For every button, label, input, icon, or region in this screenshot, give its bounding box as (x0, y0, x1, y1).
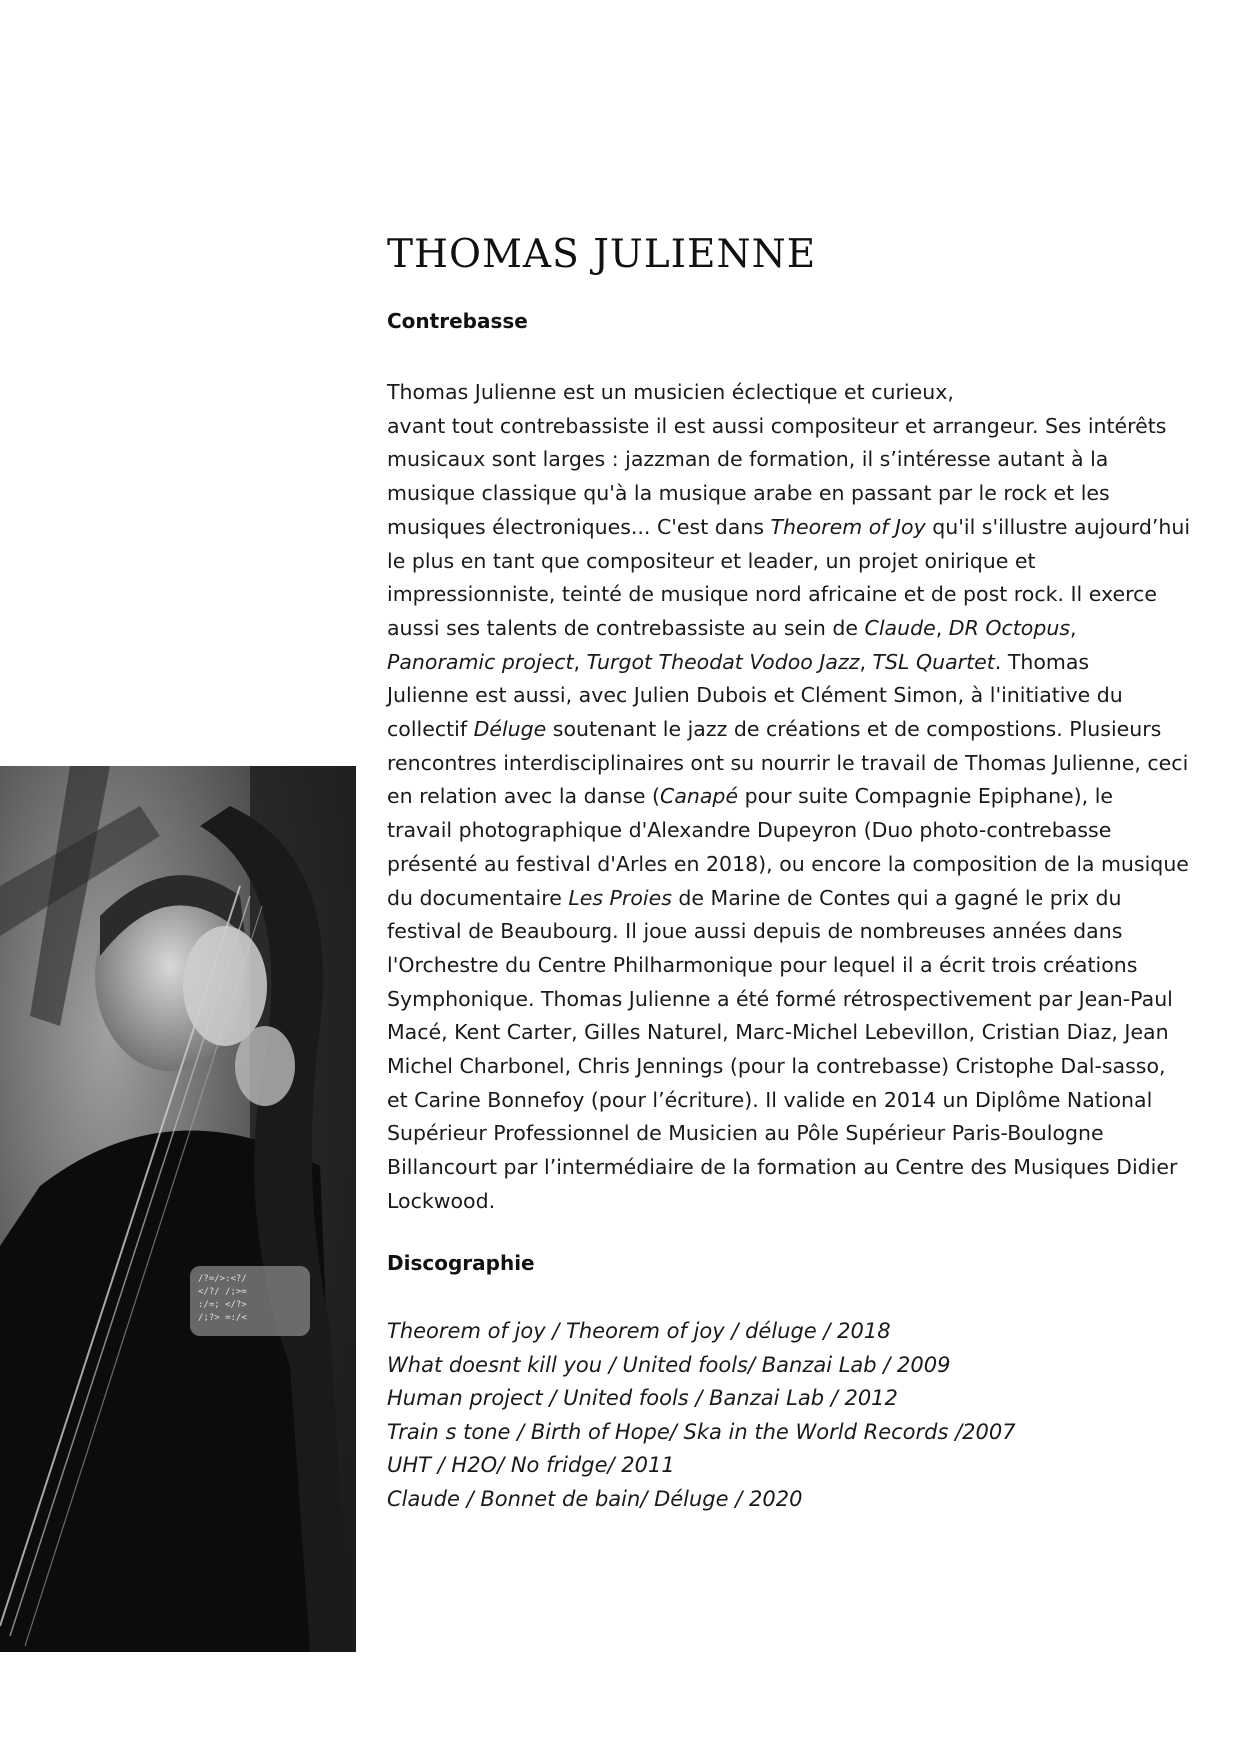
biography-italic-segment: Theorem of Joy (770, 514, 926, 539)
biography-line (387, 747, 1217, 781)
biography-segment: l'Orchestre du Centre Philharmonique pour lequel il a écrit trois créations (387, 952, 1138, 977)
biography-line (387, 545, 1217, 579)
biography-segment: impressionniste, teinté de musique nord africaine et de post rock. Il exerce (387, 582, 1157, 607)
biography-segment: Lockwood. (387, 1188, 496, 1213)
svg-text:</?/ /;>=: </?/ /;>= (198, 1287, 247, 1297)
discography-item: Human project / United fools / Banzai Lab / 2012 (387, 1386, 898, 1411)
svg-text:/?=/>:<?/: /?=/>:<?/ (198, 1274, 247, 1284)
svg-text::/=; </?>: :/=; </?> (198, 1300, 247, 1310)
biography-italic-segment: Canapé (660, 784, 739, 809)
biography-segment: , (1070, 615, 1077, 640)
biography-line (387, 1084, 1217, 1118)
biography-text (387, 376, 1217, 1219)
biography-line (387, 477, 1217, 511)
biography-line (387, 511, 1217, 545)
biography-segment: avant tout contrebassiste il est aussi compositeur et arrangeur. Ses intérêts (387, 413, 1167, 438)
biography-segment: collectif (387, 717, 474, 742)
discography-item: Claude / Bonnet de bain/ Déluge / 2020 (387, 1486, 803, 1511)
biography-segment: présenté au festival d'Arles en 2018), ou encore la composition de la musique (387, 851, 1189, 876)
biography-segment: travail photographique d'Alexandre Dupeyron (Duo photo-contrebasse (387, 818, 1112, 843)
biography-line (387, 410, 1217, 444)
biography-segment: Julienne est aussi, avec Julien Dubois et Clément Simon, à l'initiative du (387, 683, 1123, 708)
biography-segment: , (573, 649, 587, 674)
svg-text:/;?> =:/<: /;?> =:/< (198, 1313, 247, 1323)
biography-italic-segment: Claude (864, 615, 936, 640)
biography-segment: qu'il s'illustre aujourd’hui (925, 514, 1191, 539)
biography-line (387, 1050, 1217, 1084)
biography-italic-segment: Panoramic project (387, 649, 574, 674)
biography-line (387, 443, 1217, 477)
biography-line (387, 848, 1217, 882)
biography-line (387, 949, 1217, 983)
biography-segment: Thomas Julienne est un musicien éclectique et curieux, (387, 380, 954, 404)
biography-line (387, 679, 1217, 713)
discography-item: What doesnt kill you / United fools/ Banzai Lab / 2009 (387, 1352, 951, 1377)
biography-line (387, 612, 1217, 646)
biography-segment: de Marine de Contes qui a gagné le prix du (671, 885, 1122, 910)
biography-segment: festival de Beaubourg. Il joue aussi depuis de nombreuses années dans (387, 919, 1123, 944)
biography-segment: musiques électroniques... C'est dans (387, 514, 771, 539)
biography-line (387, 780, 1217, 814)
biography-line (387, 882, 1217, 916)
biography-segment: Michel Charbonel, Chris Jennings (pour la contrebasse) Cristophe Dal-sasso, (387, 1054, 1166, 1079)
biography-segment: musicaux sont larges : jazzman de formation, il s’intéresse autant à la (387, 447, 1109, 472)
biography-line (387, 1151, 1217, 1185)
biography-segment: musique classique qu'à la musique arabe en passant par le rock et les (387, 481, 1110, 506)
biography-line (387, 1185, 1217, 1219)
portrait-photo-graphic (0, 766, 356, 1652)
biography-line (387, 915, 1217, 949)
biography-italic-segment: Déluge (473, 717, 547, 742)
biography-italic-segment: Les Proies (568, 885, 672, 910)
biography-segment: et Carine Bonnefoy (pour l’écriture). Il valide en 2014 un Diplôme National (387, 1087, 1153, 1112)
biography-segment: le plus en tant que compositeur et leader, un projet onirique et (387, 548, 1036, 573)
biography-line (387, 376, 1217, 410)
portrait-photo (0, 766, 356, 1652)
musician-name: THOMAS JULIENNE (387, 232, 817, 277)
discography-heading: Discographie (387, 1251, 535, 1275)
biography-segment: , (935, 615, 949, 640)
biography-italic-segment: TSL Quartet (872, 649, 995, 674)
biography-segment: , (859, 649, 873, 674)
biography-line (387, 814, 1217, 848)
instrument-label: Contrebasse (387, 309, 528, 333)
biography-line (387, 983, 1217, 1017)
biography-line (387, 1016, 1217, 1050)
biography-line (387, 578, 1217, 612)
biography-line (387, 646, 1217, 680)
biography-segment: aussi ses talents de contrebassiste au sein de (387, 615, 865, 640)
biography-segment: rencontres interdisciplinaires ont su nourrir le travail de Thomas Julienne, ceci (387, 750, 1189, 775)
biography-line (387, 1117, 1217, 1151)
biography-line (387, 713, 1217, 747)
biography-segment: pour suite Compagnie Epiphane), le (738, 784, 1114, 809)
biography-segment: du documentaire (387, 885, 569, 910)
biography-segment: Macé, Kent Carter, Gilles Naturel, Marc-Michel Lebevillon, Cristian Diaz, Jean (387, 1020, 1169, 1045)
biography-segment: . Thomas (994, 649, 1090, 674)
biography-italic-segment: Turgot Theodat Vodoo Jazz (586, 649, 860, 674)
biography-italic-segment: DR Octopus (948, 615, 1070, 640)
biography-segment: en relation avec la danse ( (387, 784, 660, 809)
discography-item: Theorem of joy / Theorem of joy / déluge / 2018 (387, 1319, 891, 1343)
biography-segment: Billancourt par l’intermédiaire de la formation au Centre des Musiques Didier (387, 1155, 1178, 1180)
discography-item: Train s tone / Birth of Hope/ Ska in the World Records /2007 (387, 1419, 1016, 1444)
biography-segment: Supérieur Professionnel de Musicien au Pôle Supérieur Paris-Boulogne (387, 1121, 1104, 1146)
biography-segment: Symphonique. Thomas Julienne a été formé rétrospectivement par Jean-Paul (387, 986, 1173, 1011)
biography-segment: soutenant le jazz de créations et de compostions. Plusieurs (546, 717, 1162, 742)
discography-list (387, 1315, 1016, 1517)
discography-item: UHT / H2O/ No fridge/ 2011 (387, 1453, 675, 1478)
